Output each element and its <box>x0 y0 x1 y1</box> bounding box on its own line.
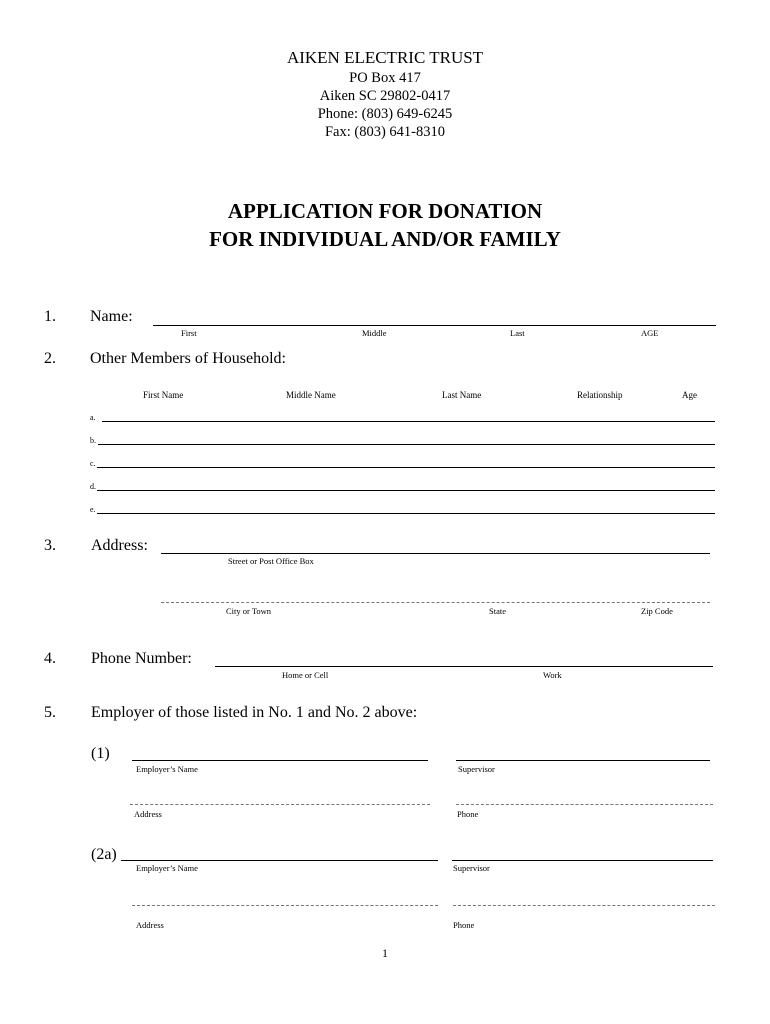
q5-number: 5. <box>44 704 56 721</box>
q3-label: Address: <box>91 537 148 554</box>
organization-name: AIKEN ELECTRIC TRUST <box>286 48 484 67</box>
employer2a-supervisor-sublabel: Supervisor <box>453 863 490 873</box>
home-cell-sublabel: Home or Cell <box>282 670 329 680</box>
employer1-marker: (1) <box>91 745 110 762</box>
employer1-name-sublabel: Employer’s Name <box>136 764 198 774</box>
first-sublabel: First <box>181 328 197 338</box>
row-letter-e: e. <box>90 505 96 514</box>
col-last-name: Last Name <box>442 390 482 400</box>
street-sublabel: Street or Post Office Box <box>228 556 314 566</box>
household-row-a[interactable] <box>102 421 715 422</box>
employer2a-phone-sublabel: Phone <box>453 920 475 930</box>
q5-label: Employer of those listed in No. 1 and No. 2 above: <box>91 704 418 721</box>
row-letter-c: c. <box>90 459 96 468</box>
household-row-e[interactable] <box>97 513 715 514</box>
employer1-name-field[interactable] <box>132 760 428 761</box>
employer1-phone-sublabel: Phone <box>457 809 479 819</box>
city-state-zip: Aiken SC 29802-0417 <box>319 88 451 104</box>
row-letter-a: a. <box>90 413 96 422</box>
q2-number: 2. <box>44 350 56 367</box>
q2-label: Other Members of Household: <box>90 350 286 367</box>
city-sublabel: City or Town <box>226 606 272 616</box>
city-state-zip-field[interactable] <box>161 602 710 603</box>
phone-field[interactable] <box>215 666 713 667</box>
employer2a-address-sublabel: Address <box>136 920 164 930</box>
zip-sublabel: Zip Code <box>641 606 673 616</box>
po-box: PO Box 417 <box>349 70 421 86</box>
state-sublabel: State <box>489 606 506 616</box>
street-field[interactable] <box>161 553 710 554</box>
fax-number-text: Fax: (803) 641-8310 <box>324 124 445 140</box>
col-relationship: Relationship <box>577 390 623 400</box>
q1-label: Name: <box>90 308 133 325</box>
q1-number: 1. <box>44 308 56 325</box>
last-sublabel: Last <box>510 328 525 338</box>
age-sublabel: AGE <box>641 328 659 338</box>
employer2a-name-field[interactable] <box>121 860 438 861</box>
page-number: 1 <box>382 946 388 960</box>
employer1-supervisor-field[interactable] <box>456 760 710 761</box>
employer1-address-field[interactable] <box>130 804 430 805</box>
q4-number: 4. <box>44 650 56 667</box>
employer1-supervisor-sublabel: Supervisor <box>458 764 495 774</box>
name-field[interactable] <box>153 325 716 326</box>
employer1-address-sublabel: Address <box>134 809 162 819</box>
household-row-b[interactable] <box>98 444 715 445</box>
col-middle-name: Middle Name <box>286 390 336 400</box>
employer2a-supervisor-field[interactable] <box>452 860 713 861</box>
employer1-phone-field[interactable] <box>456 804 713 805</box>
household-row-d[interactable] <box>97 490 715 491</box>
col-first-name: First Name <box>143 390 184 400</box>
work-sublabel: Work <box>543 670 562 680</box>
q3-number: 3. <box>44 537 56 554</box>
row-letter-b: b. <box>90 436 96 445</box>
middle-sublabel: Middle <box>362 328 387 338</box>
employer2a-phone-field[interactable] <box>453 905 715 906</box>
employer2a-name-sublabel: Employer’s Name <box>136 863 198 873</box>
col-age: Age <box>682 390 697 400</box>
row-letter-d: d. <box>90 482 96 491</box>
phone-number-text: Phone: (803) 649-6245 <box>317 106 453 122</box>
q4-label: Phone Number: <box>91 650 192 667</box>
form-title-line2: FOR INDIVIDUAL AND/OR FAMILY <box>209 227 561 251</box>
employer2a-address-field[interactable] <box>132 905 438 906</box>
household-row-c[interactable] <box>97 467 715 468</box>
employer2a-marker: (2a) <box>91 846 117 863</box>
form-title-line1: APPLICATION FOR DONATION <box>227 199 543 223</box>
